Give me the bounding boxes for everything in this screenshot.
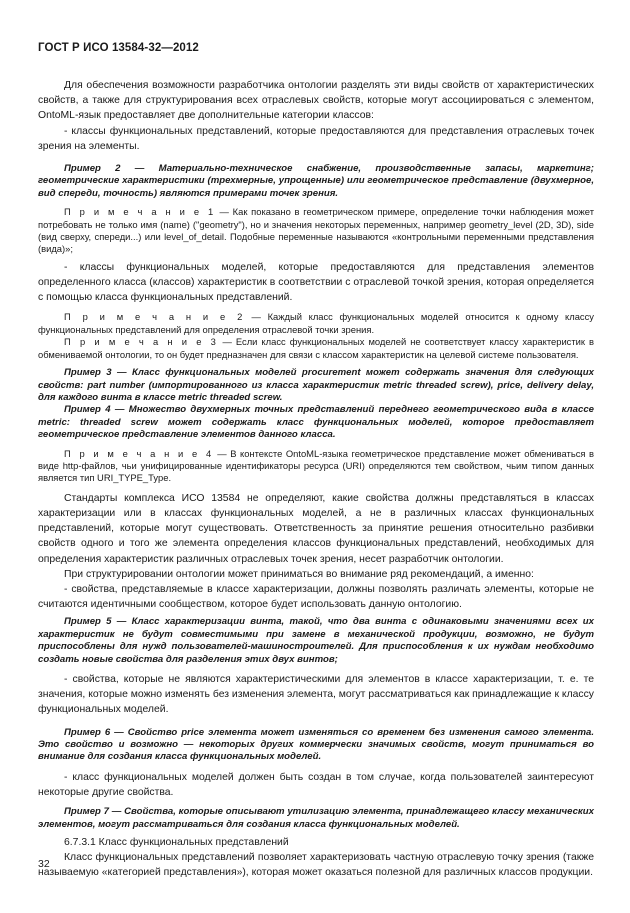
example-7: Пример 7 — Свойства, которые описывают утилизацию элемента, принадлежащего классу механических элементов, могут рассматриваться для создания класса функциональных моделей.: [38, 806, 594, 830]
note-3-label: П р и м е ч а н и е 3: [64, 336, 219, 348]
document-body: [38, 78, 594, 881]
note-4-text: — В контексте OntoML-языка геометрическое представление может обмениваться в виде http-файлов, чьи унифицированные идентификаторы ресурса (URI) определяются тем свойством, чьим типом данных является тип URI_TYPE_Type.: [38, 447, 594, 484]
paragraph-intro: Для обеспечения возможности разработчика онтологии разделять эти виды свойств от характеристических свойств, а также для структурирования всех отраслевых свойств, которые могут ассоциироваться с элементом, OntoML-язык предоставляет две дополнительные категории классов:: [38, 80, 594, 122]
example-2: Пример 2 — Материально-техническое снабжение, производственные запасы, маркетинг; геометрические характеристики (трехмерные, упрощенные) или геометрическое представление (двухмерное, вид спереди, точность) являются примерами точек зрения.: [38, 163, 594, 199]
note-3: [38, 336, 594, 361]
list-item-view-classes: - классы функциональных представлений, которые предоставляются для представления отраслевых точек зрения на элементы.: [38, 125, 594, 152]
document-header: ГОСТ Р ИСО 13584-32—2012: [38, 42, 199, 54]
example-5: Пример 5 — Класс характеризации винта, такой, что два винта с одинаковыми значениями всех их характеристик не будут совместимыми при замене в механической продукции, возможно, не будут приспособлены для нужд пользователей-машиностроителей. Для приспособления к их нуждам необходимо создать новые свойства для разделения этих двух винтов;: [38, 616, 594, 665]
note-3-text: — Если класс функциональных моделей не соответствует классу характеристик в обмениваемой онтологии, то он будет предназначен для связи с классом характеристик на целевой системе пользователя.: [38, 336, 594, 360]
paragraph-recommendations: При структурировании онтологии может приниматься во внимание ряд рекомендаций, а именно:: [64, 568, 534, 580]
note-2-text: — Каждый класс функциональных моделей относится к одному классу функциональных представлений для определения отраслевой точки зрения.: [38, 311, 594, 335]
list-item-create-model: - класс функциональных моделей должен быть создан в том случае, когда пользователей заинтересуют некоторые другие свойства.: [38, 771, 594, 799]
list-item-model-classes: - классы функциональных моделей, которые предоставляются для представления элементов определенного класса (классов) характеристик в соответствии с отраслевой точкой зрения, которая определяется с помощью класса функциональных представлений.: [38, 261, 594, 304]
note-4: [38, 448, 594, 485]
note-2: [38, 311, 594, 336]
note-2-label: П р и м е ч а н и е 2: [64, 311, 245, 323]
note-4-label: П р и м е ч а н и е 4: [64, 447, 214, 459]
page-number: 32: [38, 858, 50, 870]
note-1-label: П р и м е ч а н и е 1: [64, 206, 216, 218]
paragraph-view-class: Класс функциональных представлений позволяет характеризовать частную отраслевую точку зрения (также называемую «категорией представления»), которая может оказаться полезной для различных классов продукции.: [38, 852, 594, 879]
paragraph-standards: Стандарты комплекса ИСО 13584 не определяют, какие свойства должны представляться в классах характеризации или в классах функциональных моделей, а не в различных классах функциональных представлений, которые могут существовать. Ответственность за принятие решения относительно разбивки свойств одного и того же элемента определения классов функциональных представлений, необходимых для определения характеристик различных отраслевых точек зрения, несет разработчик онтологии.: [38, 492, 594, 565]
example-3: Пример 3 — Класс функциональных моделей procurement может содержать значения для следующих свойств: part number (импортированного из класса характеристик metric threaded screw), price, delivery delay, для каждого винта в классе metric threaded screw.: [38, 367, 594, 403]
example-4: Пример 4 — Множество двухмерных точных представлений переднего геометрического вида в классе metric: threaded screw может содержать класс функциональных моделей, которое предоставляет геометрическое представление элементов данного класса.: [38, 404, 594, 441]
section-heading-6-7-3-1: 6.7.3.1 Класс функциональных представлений: [64, 837, 289, 849]
list-item-non-characteristic: - свойства, которые не являются характеристическими для элементов в классе характеризации, т. е. те значения, которые можно изменять без изменения элемента, могут рассматриваться как принадлежащие к классу функциональных моделей.: [38, 674, 594, 716]
note-1: [38, 206, 594, 256]
list-item-characterization: - свойства, представляемые в классе характеризации, должны позволять различать элементы, которые не считаются идентичными сообществом, которое будет использовать данную онтологию.: [38, 583, 594, 611]
example-6: Пример 6 — Свойство price элемента может изменяться со временем без изменения самого элемента. Это свойство и возможно — некоторых других коммерчески значимых свойств, могут приниматься во внимание для создания класса функциональных моделей.: [38, 726, 594, 763]
note-1-text: — Как показано в геометрическом примере, определение точки наблюдения может потребовать не только имя (name) ("geometry"), но и значения некоторых переменных, например geometry_level (2D, 3D), side (вид сверху, спереди...) или level_of_detail. Подобные переменные называются «контрольными переменными представления (вида)»;: [38, 206, 594, 255]
